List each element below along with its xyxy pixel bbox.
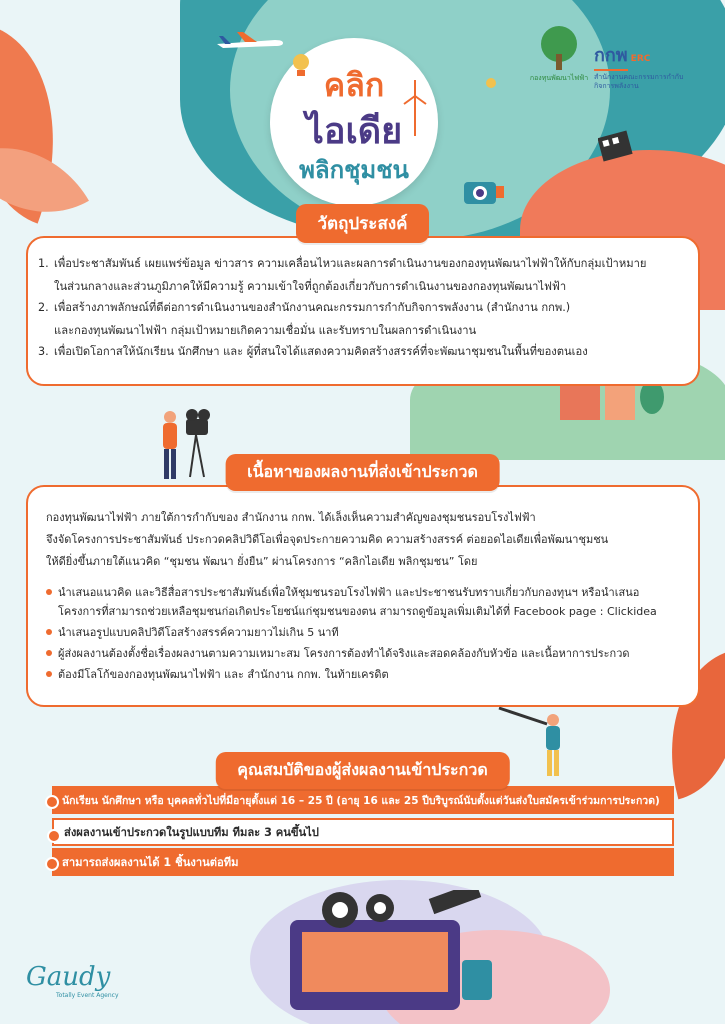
bullet-line: นำเสนอรูปแบบคลิปวิดีโอสร้างสรรค์ความยาวไม่เกิน 5 นาที [58, 626, 339, 639]
airplane-icon [215, 30, 285, 54]
qualification-bar-1 [52, 786, 674, 814]
objective-line: ในส่วนกลางและส่วนภูมิภาคให้มีความรู้ ความเข้าใจที่ถูกต้องเกี่ยวกับการดำเนินงานของกองทุนพัฒนาไฟฟ้า [54, 280, 567, 293]
partner-logo-electricity-fund [528, 24, 590, 88]
partner-right-label: สำนักงานคณะกรรมการกำกับกิจการพลังงาน [594, 73, 684, 90]
intro-line: จึงจัดโครงการประชาสัมพันธ์ ประกวดคลิปวิดีโอเพื่อจุดประกายความคิด ความสร้างสรรค์ ต่อยอดไอเดียเพื่อพัฒนาชุมชน [46, 533, 609, 546]
planet-icon [486, 78, 496, 88]
qualification-bar-2 [52, 818, 674, 846]
intro-line: กองทุนพัฒนาไฟฟ้า ภายใต้การกำกับของ สำนักงาน กกพ. ได้เล็งเห็นความสำคัญของชุมชนรอบโรงไฟฟ้า [46, 511, 536, 524]
content-bullets [46, 583, 690, 686]
qualification-text: ส่งผลงานเข้าประกวดในรูปแบบทีม ทีมละ 3 คนขึ้นไป [64, 826, 319, 839]
partner-right-top: กกพ [594, 40, 628, 71]
bullet-dot-icon [46, 650, 52, 656]
bullet-line: ผู้ส่งผลงานต้องตั้งชื่อเรื่องผลงานตามความเหมาะสม โครงการต้องทำได้จริงและสอดคล้องกับหัวข้อ และเนื้อหาการประกวด [58, 647, 630, 660]
objective-item-3 [38, 342, 690, 361]
bullet-line: โครงการที่สามารถช่วยเหลือชุมชนก่อเกิดประโยชน์แก่ชุมชนของตน สามารถดูข้อมูลเพิ่มเติมได้ที่ Facebook page : Clickidea [58, 605, 657, 618]
bar-dot-icon [45, 795, 59, 809]
objective-line: เพื่อสร้างภาพลักษณ์ที่ดีต่อการดำเนินงานของสำนักงานคณะกรรมการกำกับกิจการพลังงาน (สำนักงาน กกพ.) [54, 301, 571, 314]
bar-dot-icon [45, 857, 59, 871]
content-card [26, 485, 700, 707]
qualification-bar-3 [52, 848, 674, 876]
camera-icon [460, 172, 506, 210]
objective-number: 2. [38, 301, 49, 314]
content-bullet [46, 665, 690, 684]
cameraman-figure [150, 405, 220, 483]
lightbulb-icon [290, 52, 312, 80]
gaudy-sub: Totally Event Agency [56, 992, 119, 999]
bullet-dot-icon [46, 629, 52, 635]
partner-logo-erc [594, 40, 694, 96]
logo-line-1: คลิก [323, 66, 385, 104]
content-title: เนื้อหาของผลงานที่ส่งเข้าประกวด [225, 454, 500, 491]
objective-line: เพื่อเปิดโอกาสให้นักเรียน นักศึกษา และ ผู้ที่สนใจได้แสดงความคิดสร้างสรรค์ที่จะพัฒนาชุมชนในพื้นที่ของตนเอง [54, 345, 588, 358]
wind-turbine-icon [402, 78, 428, 138]
house-1 [560, 385, 600, 420]
bullet-dot-icon [46, 671, 52, 677]
logo-line-3: พลิกชุมชน [299, 156, 409, 184]
partner-right-sub: ERC [630, 54, 651, 64]
objective-number: 1. [38, 257, 49, 270]
content-intro [46, 507, 688, 573]
objective-item-1 [38, 254, 690, 296]
bullet-line: นำเสนอแนวคิด และวิธีสื่อสารประชาสัมพันธ์เพื่อให้ชุมชนรอบโรงไฟฟ้า และประชาชนรับทราบเกี่ยวกับกองทุนฯ หรือนำเสนอ [58, 586, 640, 599]
objective-line: และกองทุนพัฒนาไฟฟ้า กลุ่มเป้าหมายเกิดความเชื่อมั่น และรับทราบในผลการดำเนินงาน [54, 324, 477, 337]
content-bullet [46, 623, 690, 642]
objectives-list [38, 254, 690, 361]
objective-number: 3. [38, 345, 49, 358]
tree-logo-icon [528, 24, 590, 70]
content-bullet [46, 644, 690, 663]
bullet-dot-icon [46, 589, 52, 595]
objectives-card [26, 236, 700, 386]
logo-line-2: ไอเดีย [305, 111, 403, 152]
objective-line: เพื่อประชาสัมพันธ์ เผยแพร่ข้อมูล ข่าวสาร ความเคลื่อนไหวและผลการดำเนินงานของกองทุนพัฒนาไฟฟ้าให้กับกลุ่มเป้าหมาย [54, 257, 647, 270]
qualification-text: นักเรียน นักศึกษา หรือ บุคคลทั่วไปที่มีอายุตั้งแต่ 16 – 25 ปี (อายุ 16 และ 25 ปีบริบูรณ์นับตั้งแต่วันส่งใบสมัครเข้าร่วมการประกวด) [62, 794, 660, 807]
film-strip-icon [598, 128, 638, 164]
gaudy-brand: Gaudy [26, 962, 111, 992]
bottom-film-illustration [230, 890, 530, 1024]
qualifications-title: คุณสมบัติของผู้ส่งผลงานเข้าประกวด [215, 752, 509, 789]
gaudy-logo [26, 962, 119, 999]
content-bullet [46, 583, 690, 621]
partner-left-label: กองทุนพัฒนาไฟฟ้า [529, 74, 589, 82]
intro-line: ให้ดียิ่งขึ้นภายใต้แนวคิด “ชุมชน พัฒนา ยั่งยืน” ผ่านโครงการ “คลิกไอเดีย พลิกชุมชน” โดย [46, 555, 478, 568]
bar-dot-icon [47, 829, 61, 843]
project-logo [270, 38, 438, 206]
qualification-text: สามารถส่งผลงานได้ 1 ชิ้นงานต่อทีม [62, 856, 239, 869]
bullet-line: ต้องมีโลโก้ของกองทุนพัฒนาไฟฟ้า และ สำนักงาน กกพ. ในท้ายเครดิต [58, 668, 389, 681]
objective-item-2 [38, 298, 690, 340]
objectives-title: วัตถุประสงค์ [296, 204, 430, 243]
